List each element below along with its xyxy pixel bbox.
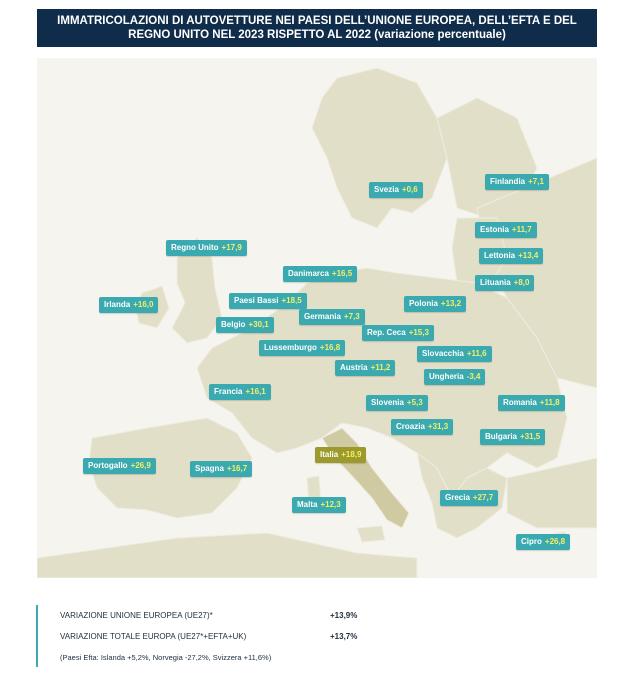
label-rep-ceca: Rep. Ceca +15,3	[362, 325, 434, 341]
label-francia: Francia +16,1	[209, 384, 271, 400]
title-bar	[37, 9, 597, 47]
label-irlanda: Irlanda +16,0	[99, 297, 158, 313]
efta-note: (Paesi Efta: Islanda +5,2%, Norvegia -27,2%, Svizzera +11,6%)	[60, 653, 272, 662]
label-slovacchia: Slovacchia +11,6	[417, 346, 492, 362]
title-line-1: IMMATRICOLAZIONI DI AUTOVETTURE NEI PAESI DELL’UNIONE EUROPEA, DELL’EFTA E DEL	[57, 15, 577, 27]
label-lussemburgo: Lussemburgo +16,8	[259, 340, 345, 356]
label-romania: Romania +11,8	[498, 395, 565, 411]
total-variation-label: VARIAZIONE TOTALE EUROPA (UE27*+EFTA+UK)	[60, 632, 247, 641]
label-lituania: Lituania +8,0	[475, 275, 534, 291]
label-danimarca: Danimarca +16,5	[283, 266, 357, 282]
label-belgio: Belgio +30,1	[216, 317, 274, 333]
label-portogallo: Portogallo +26,9	[83, 458, 156, 474]
label-germania: Germania +7,3	[299, 309, 365, 325]
title-line-2: REGNO UNITO NEL 2023 RISPETTO AL 2022 (variazione percentuale)	[128, 29, 506, 41]
label-regno-unito: Regno Unito +17,9	[166, 240, 247, 256]
label-croazia: Croazia +31,3	[391, 419, 453, 435]
eu-variation-row	[60, 611, 358, 620]
label-estonia: Estonia +11,7	[475, 222, 537, 238]
label-lettonia: Lettonia +13,4	[479, 248, 543, 264]
summary-footer	[36, 605, 598, 667]
eu-variation-value: +13,9%	[330, 611, 358, 620]
label-spagna: Spagna +16,7	[190, 461, 252, 477]
label-bulgaria: Bulgaria +31,5	[480, 429, 545, 445]
label-finlandia: Finlandia +7,1	[485, 174, 549, 190]
eu-variation-label: VARIAZIONE UNIONE EUROPEA (UE27)*	[60, 611, 213, 620]
label-cipro: Cipro +26,8	[516, 534, 570, 550]
label-slovenia: Slovenia +5,3	[366, 395, 428, 411]
label-austria: Austria +11,2	[335, 360, 395, 376]
label-paesi-bassi: Paesi Bassi +18,5	[229, 293, 307, 309]
label-svezia: Svezia +0,6	[369, 182, 423, 198]
label-grecia: Grecia +27,7	[440, 490, 498, 506]
label-polonia: Polonia +13,2	[404, 296, 466, 312]
label-malta: Malta +12,3	[292, 497, 346, 513]
total-variation-value: +13,7%	[330, 632, 358, 641]
label-ungheria: Ungheria -3,4	[424, 369, 485, 385]
europe-map	[37, 58, 597, 578]
total-variation-row	[60, 632, 358, 641]
label-italia: Italia +18,9	[315, 447, 366, 463]
